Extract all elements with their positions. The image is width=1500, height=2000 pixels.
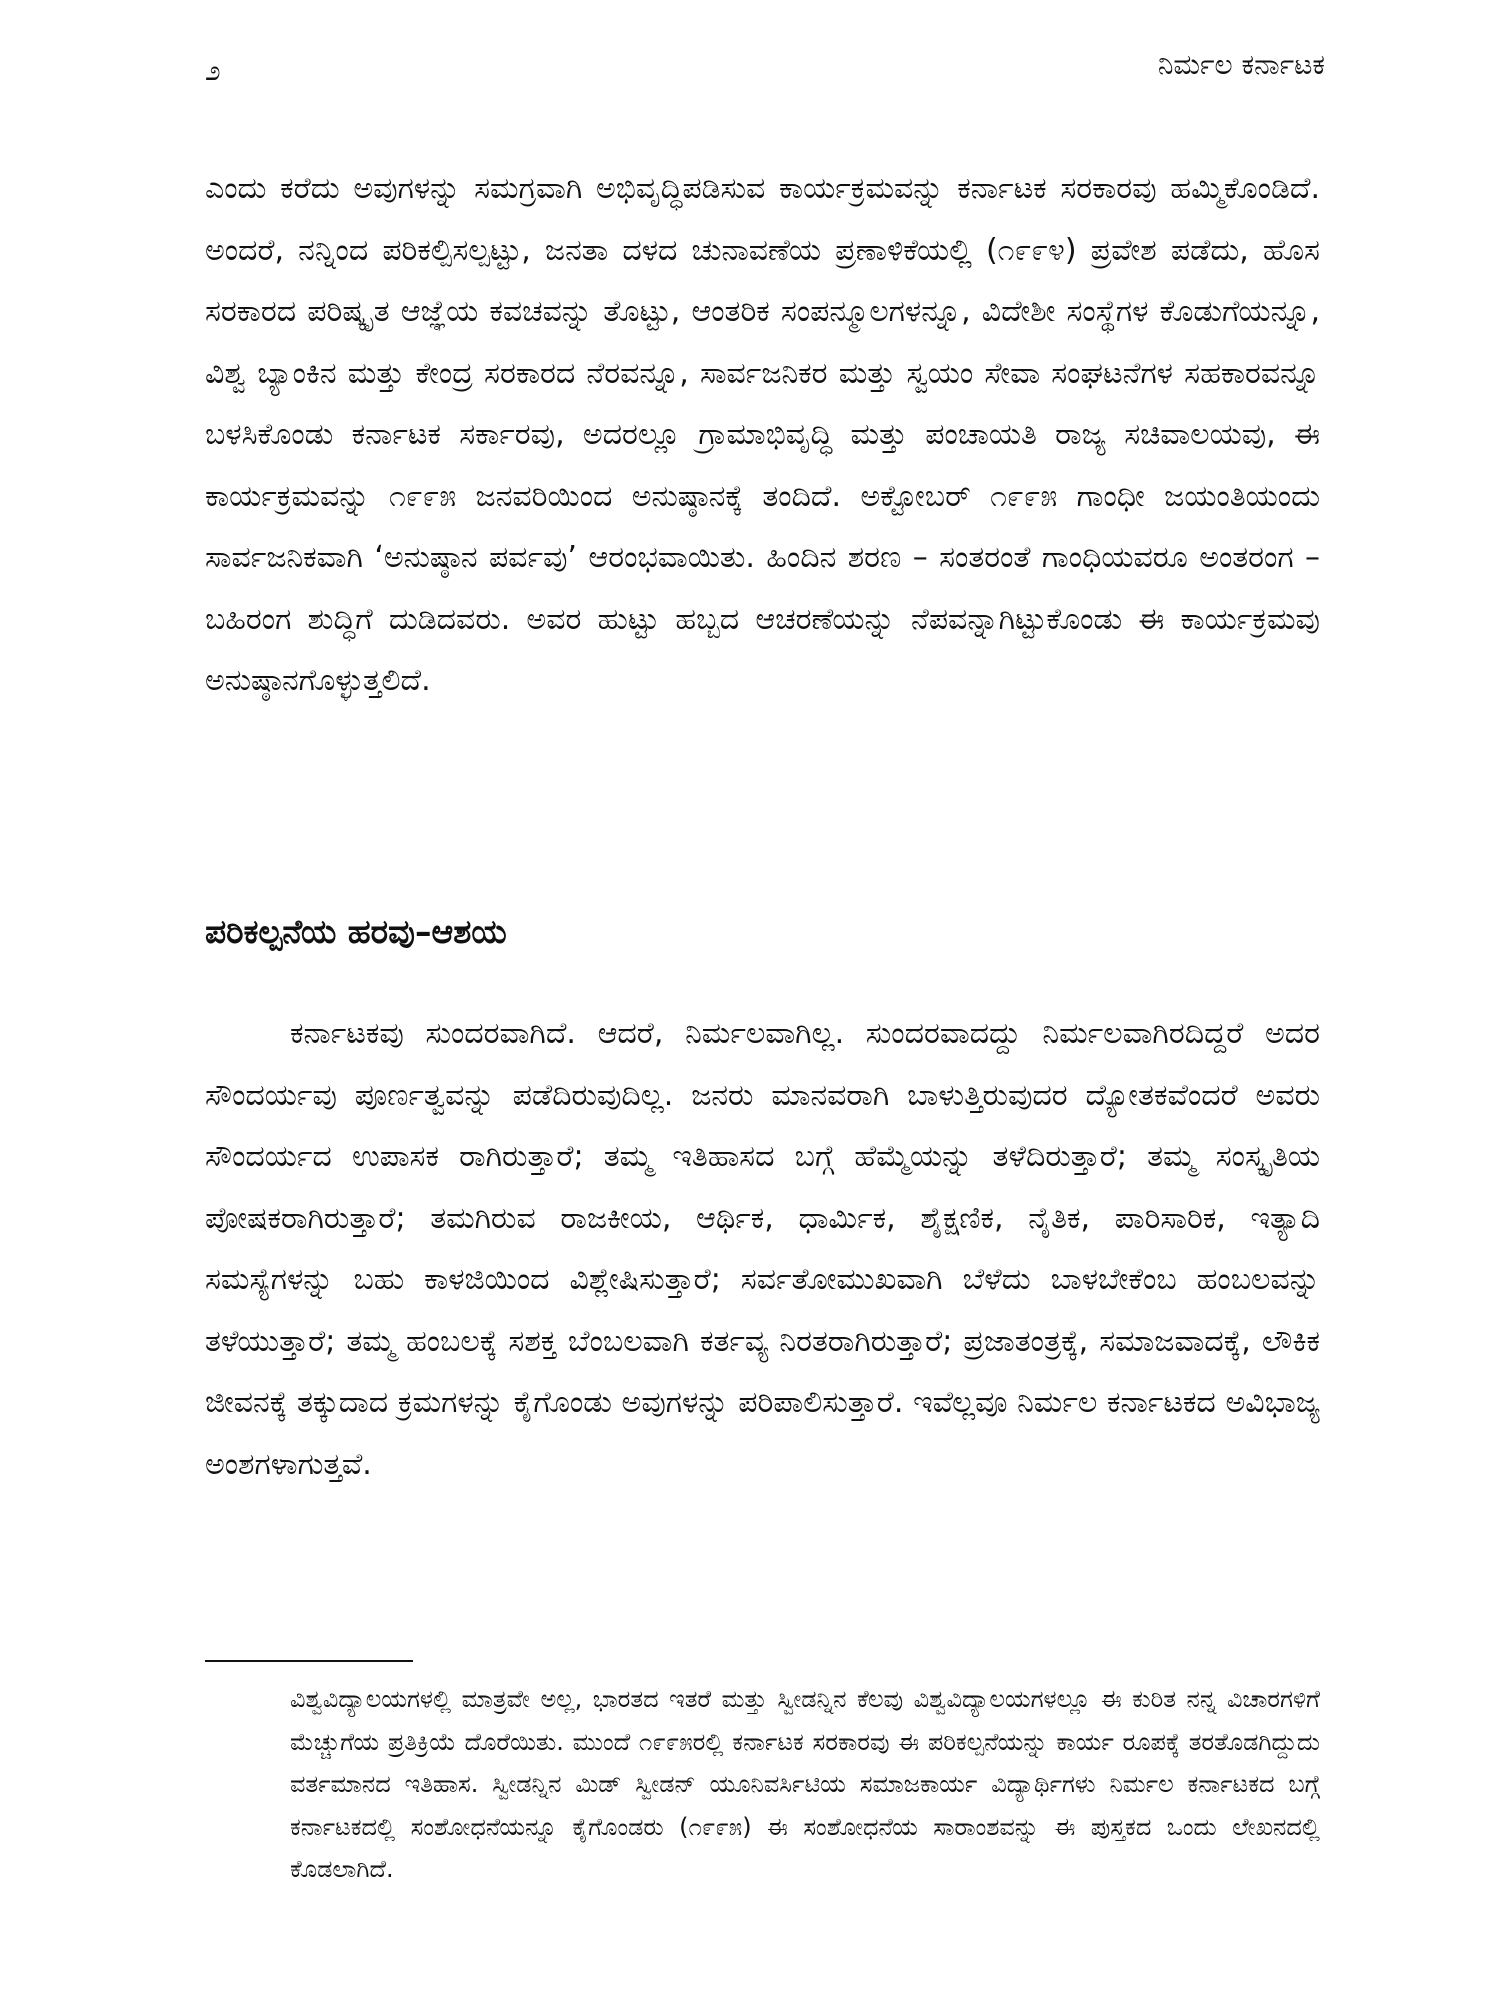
- running-title: ನಿರ್ಮಲ ಕರ್ನಾಟಕ: [1157, 48, 1325, 81]
- footnote-divider: [205, 1660, 413, 1662]
- body-paragraph-1: ಎಂದು ಕರೆದು ಅವುಗಳನ್ನು ಸಮಗ್ರವಾಗಿ ಅಭಿವೃದ್ಧಿಪಡಿಸುವ ಕಾರ್ಯಕ್ರಮವನ್ನು ಕರ್ನಾಟಕ ಸರಕಾರವು ಹಮ್ಮಿಕೊಂಡಿದೆ. ಅಂದರೆ, ನನ್ನಿಂದ ಪರಿಕಲ್ಪಿಸಲ್ಪಟ್ಟು, ಜನತಾ ದಳದ ಚುನಾವಣೆಯ ಪ್ರಣಾಳಿಕೆಯಲ್ಲಿ (೧೯೯೪) ಪ್ರವೇಶ ಪಡೆದು, ಹೊಸ ಸರಕಾರದ ಪರಿಷ್ಕೃತ ಆಜ್ಞೆಯ ಕವಚವನ್ನು ತೊಟ್ಟು, ಆಂತರಿಕ ಸಂಪನ್ಮೂಲಗಳನ್ನೂ, ವಿದೇಶೀ ಸಂಸ್ಥೆಗಳ ಕೊಡುಗೆಯನ್ನೂ, ವಿಶ್ವ ಬ್ಯಾಂಕಿನ ಮತ್ತು ಕೇಂದ್ರ ಸರಕಾರದ ನೆರವನ್ನೂ, ಸಾರ್ವಜನಿಕರ ಮತ್ತು ಸ್ವಯಂ ಸೇವಾ ಸಂಘಟನೆಗಳ ಸಹಕಾರವನ್ನೂ ಬಳಸಿಕೊಂಡು ಕರ್ನಾಟಕ ಸರ್ಕಾರವು, ಅದರಲ್ಲೂ ಗ್ರಾಮಾಭಿವೃದ್ಧಿ ಮತ್ತು ಪಂಚಾಯತಿ ರಾಜ್ಯ ಸಚಿವಾಲಯವು, ಈ ಕಾರ್ಯಕ್ರಮವನ್ನು ೧೯೯೫ ಜನವರಿಯಿಂದ ಅನುಷ್ಠಾನಕ್ಕೆ ತಂದಿದೆ. ಅಕ್ಟೋಬರ್ ೧೯೯೫ ಗಾಂಧೀ ಜಯಂತಿಯಂದು ಸಾರ್ವಜನಿಕವಾಗಿ ‘ಅನುಷ್ಠಾನ ಪರ್ವವು’ ಆರಂಭವಾಯಿತು. ಹಿಂದಿನ ಶರಣ – ಸಂತರಂತೆ ಗಾಂಧಿಯವರೂ ಅಂತರಂಗ – ಬಹಿರಂಗ ಶುದ್ಧಿಗೆ ದುಡಿದವರು. ಅವರ ಹುಟ್ಟು ಹಬ್ಬದ ಆಚರಣೆಯನ್ನು ನೆಪವನ್ನಾಗಿಟ್ಟುಕೊಂಡು ಈ ಕಾರ್ಯಕ್ರಮವು ಅನುಷ್ಠಾನಗೊಳ್ಳುತ್ತಲಿದೆ.: [205, 171, 1320, 698]
- footnote-text: ವಿಶ್ವವಿದ್ಯಾಲಯಗಳಲ್ಲಿ ಮಾತ್ರವೇ ಅಲ್ಲ, ಭಾರತದ ಇತರೆ ಮತ್ತು ಸ್ವೀಡನ್ನಿನ ಕೆಲವು ವಿಶ್ವವಿದ್ಯಾಲಯಗಳಲ್ಲೂ ಈ ಕುರಿತ ನನ್ನ ವಿಚಾರಗಳಿಗೆ ಮೆಚ್ಚುಗೆಯ ಪ್ರತಿಕ್ರಿಯೆ ದೊರೆಯಿತು. ಮುಂದೆ ೧೯೯೫ರಲ್ಲಿ ಕರ್ನಾಟಕ ಸರಕಾರವು ಈ ಪರಿಕಲ್ಪನೆಯನ್ನು ಕಾರ್ಯ ರೂಪಕ್ಕೆ ತರತೊಡಗಿದ್ದುದು ವರ್ತಮಾನದ ಇತಿಹಾಸ. ಸ್ವೀಡನ್ನಿನ ಮಿಡ್ ಸ್ವೀಡನ್ ಯೂನಿವರ್ಸಿಟಿಯ ಸಮಾಜಕಾರ್ಯ ವಿದ್ಯಾರ್ಥಿಗಳು ನಿರ್ಮಲ ಕರ್ನಾಟಕದ ಬಗ್ಗೆ ಕರ್ನಾಟಕದಲ್ಲಿ ಸಂಶೋಧನೆಯನ್ನೂ ಕೈಗೊಂಡರು (೧೯೯೫) ಈ ಸಂಶೋಧನೆಯ ಸಾರಾಂಶವನ್ನು ಈ ಪುಸ್ತಕದ ಒಂದು ಲೇಖನದಲ್ಲಿ ಕೊಡಲಾಗಿದೆ.: [290, 1685, 1320, 1883]
- page-number: ೨: [205, 54, 221, 87]
- page-header: [205, 48, 1325, 98]
- section-heading: ಪರಿಕಲ್ಪನೆಯ ಹರವು–ಆಶಯ: [205, 912, 507, 951]
- body-paragraph-2: ಕರ್ನಾಟಕವು ಸುಂದರವಾಗಿದೆ. ಆದರೆ, ನಿರ್ಮಲವಾಗಿಲ್ಲ. ಸುಂದರವಾದದ್ದು ನಿರ್ಮಲವಾಗಿರದಿದ್ದರೆ ಅದರ ಸೌಂದರ್ಯವು ಪೂರ್ಣತ್ವವನ್ನು ಪಡೆದಿರುವುದಿಲ್ಲ. ಜನರು ಮಾನವರಾಗಿ ಬಾಳುತ್ತಿರುವುದರ ದ್ಯೋತಕವೆಂದರೆ ಅವರು ಸೌಂದರ್ಯದ ಉಪಾಸಕ ರಾಗಿರುತ್ತಾರೆ; ತಮ್ಮ ಇತಿಹಾಸದ ಬಗ್ಗೆ ಹೆಮ್ಮೆಯನ್ನು ತಳೆದಿರುತ್ತಾರೆ; ತಮ್ಮ ಸಂಸ್ಕೃತಿಯ ಪೋಷಕರಾಗಿರುತ್ತಾರೆ; ತಮಗಿರುವ ರಾಜಕೀಯ, ಆರ್ಥಿಕ, ಧಾರ್ಮಿಕ, ಶೈಕ್ಷಣಿಕ, ನೈತಿಕ, ಪಾರಿಸಾರಿಕ, ಇತ್ಯಾದಿ ಸಮಸ್ಯೆಗಳನ್ನು ಬಹು ಕಾಳಜಿಯಿಂದ ವಿಶ್ಲೇಷಿಸುತ್ತಾರೆ; ಸರ್ವತೋಮುಖವಾಗಿ ಬೆಳೆದು ಬಾಳಬೇಕೆಂಬ ಹಂಬಲವನ್ನು ತಳೆಯುತ್ತಾರೆ; ತಮ್ಮ ಹಂಬಲಕ್ಕೆ ಸಶಕ್ತ ಬೆಂಬಲವಾಗಿ ಕರ್ತವ್ಯ ನಿರತರಾಗಿರುತ್ತಾರೆ; ಪ್ರಜಾತಂತ್ರಕ್ಕೆ, ಸಮಾಜವಾದಕ್ಕೆ, ಲೌಕಿಕ ಜೀವನಕ್ಕೆ ತಕ್ಕುದಾದ ಕ್ರಮಗಳನ್ನು ಕೈಗೊಂಡು ಅವುಗಳನ್ನು ಪರಿಪಾಲಿಸುತ್ತಾರೆ. ಇವೆಲ್ಲವೂ ನಿರ್ಮಲ ಕರ್ನಾಟಕದ ಅವಿಭಾಜ್ಯ ಅಂಶಗಳಾಗುತ್ತವೆ.: [205, 1016, 1320, 1482]
